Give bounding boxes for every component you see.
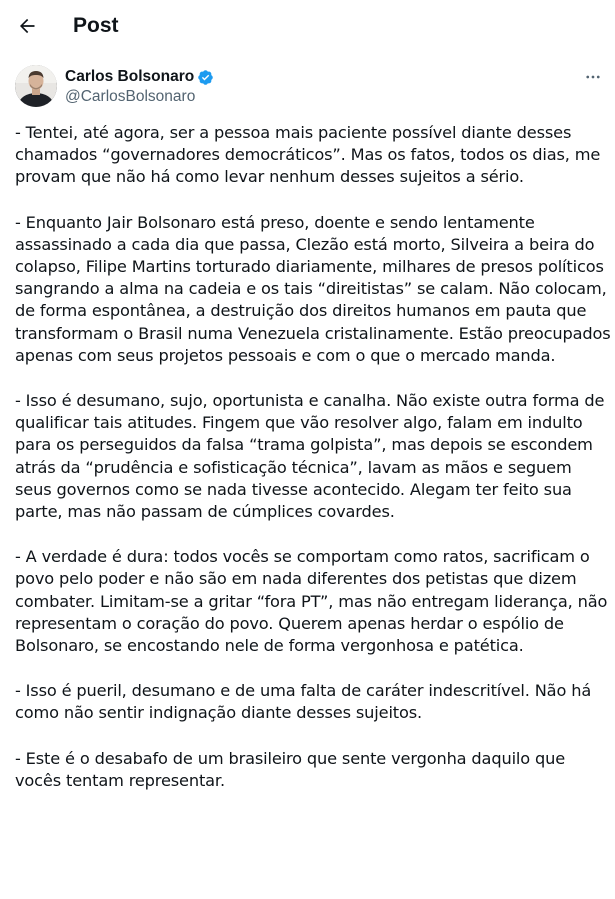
post-paragraph: - Isso é desumano, sujo, oportunista e canalha. Não existe outra forma de qualificar tais atitudes. Fingem que vão resolver algo, falam em indulto para os perseguidos da falsa “trama golpista”, mas depois se escondem atrás da “prudência e sofisticação técnica”, lavam as mãos e seguem seus governos como se nada tivesse acontecido. Alegam ter feito sua parte, mas não passam de cúmplices covardes. xyxy=(15,391,605,522)
more-horizontal-icon xyxy=(584,68,602,86)
handle[interactable]: @CarlosBolsonaro xyxy=(65,88,196,105)
post-text xyxy=(15,122,611,815)
top-bar xyxy=(0,0,615,52)
post-author xyxy=(15,65,605,110)
post-paragraph: - Este é o desabafo de um brasileiro que sente vergonha daquilo que vocês tentam representar. xyxy=(15,748,566,790)
more-options-button[interactable] xyxy=(581,65,605,89)
post-paragraph: - Tentei, até agora, ser a pessoa mais paciente possível diante desses chamados “governadores democráticos”. Mas os fatos, todos os dias, me provam que não há como levar nenhum desses sujeitos a sério. xyxy=(15,123,601,187)
avatar-image xyxy=(15,65,57,107)
name-row xyxy=(65,67,214,87)
post-paragraph: - Enquanto Jair Bolsonaro está preso, doente e sendo lentamente assassinado a cada dia que passa, Clezão está morto, Silveira a beira do colapso, Filipe Martins torturado diariamente, milhares de presos políticos sangrando a alma na cadeia e os tais “direitistas” se calam. Não colocam, de forma espontânea, a destruição dos direitos humanos em pauta que transformam o Brasil numa Venezuela cristalinamente. Estão preocupados apenas com seus projetos pessoais e com o que o mercado manda. xyxy=(15,212,611,365)
post-paragraph: - A verdade é dura: todos vocês se comportam como ratos, sacrificam o povo pelo poder e não são em nada diferentes dos petistas que dizem combater. Limitam-se a gritar “fora PT”, mas não entregam liderança, não representam o coração do povo. Querem apenas herdar o espólio de Bolsonaro, se encostando nele de forma vergonhosa e patética. xyxy=(15,547,608,656)
display-name[interactable]: Carlos Bolsonaro xyxy=(65,68,195,85)
avatar[interactable] xyxy=(15,65,57,107)
post-paragraph: - Isso é pueril, desumano e de uma falta de caráter indescritível. Não há como não sentir indignação diante desses sujeitos. xyxy=(15,681,592,723)
arrow-left-icon xyxy=(17,16,37,36)
verified-badge-icon xyxy=(197,69,214,86)
page-title: Post xyxy=(73,14,119,37)
back-button[interactable] xyxy=(10,9,44,43)
